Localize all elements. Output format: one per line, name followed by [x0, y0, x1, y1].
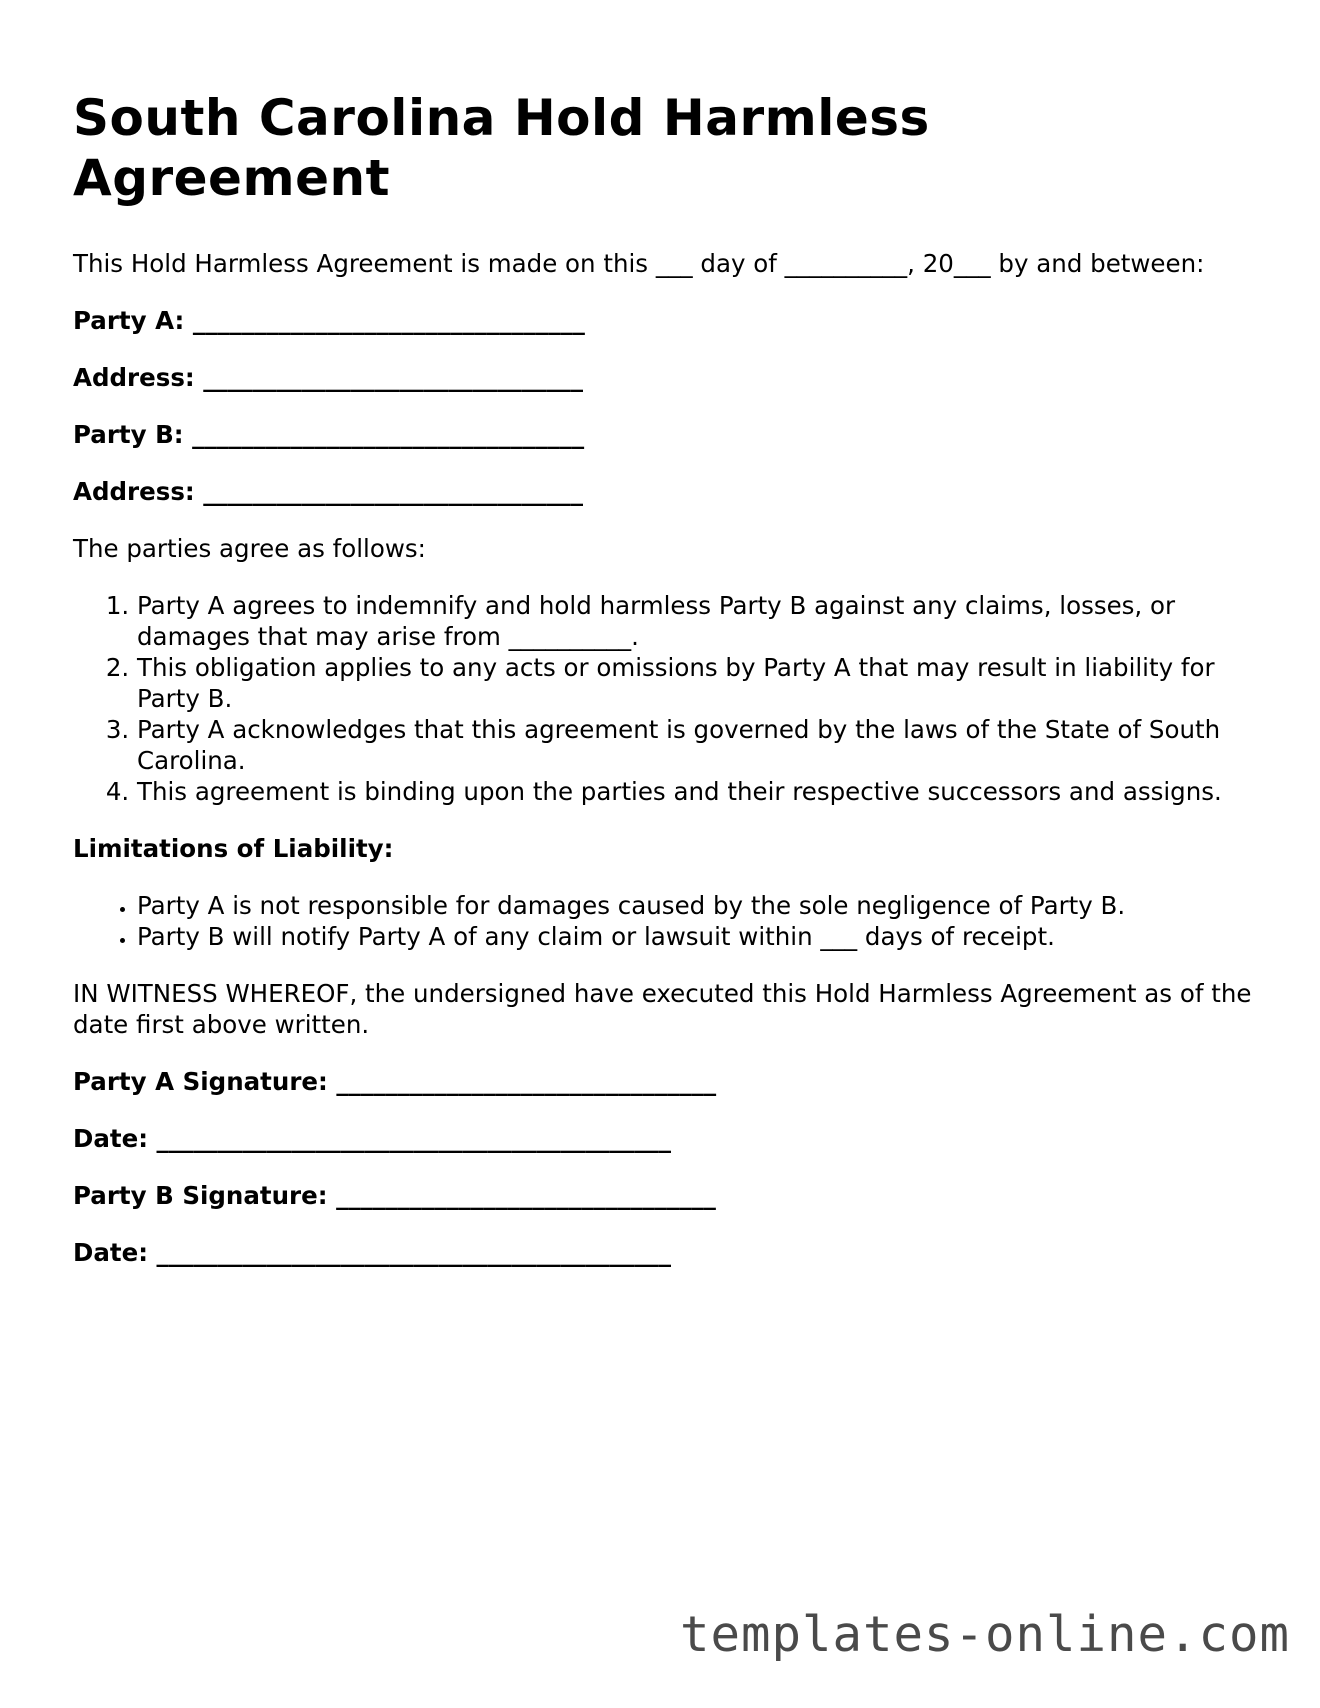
- party-b-date-field: [73, 1237, 1253, 1268]
- intro-paragraph: This Hold Harmless Agreement is made on this ___ day of __________, 20___ by and between:: [73, 249, 1205, 278]
- party-a-date-blank: __________________________________________: [156, 1124, 672, 1153]
- party-a-blank: ________________________________: [192, 306, 585, 335]
- terms-list: [73, 590, 1253, 807]
- agree-paragraph: The parties agree as follows:: [73, 534, 426, 563]
- term-item: 3. Party A acknowledges that this agreement is governed by the laws of the State of South Carolina.: [137, 714, 1253, 776]
- party-a-date-label: Date:: [73, 1124, 148, 1153]
- party-a-address-blank: _______________________________: [203, 363, 583, 392]
- document-page: [73, 88, 1253, 1294]
- document-title: South Carolina Hold Harmless Agreement: [73, 89, 930, 207]
- party-b-address-label: Address:: [73, 477, 195, 506]
- party-a-label: Party A:: [73, 306, 185, 335]
- term-item: 4. This agreement is binding upon the parties and their respective successors and assigns.: [137, 776, 1253, 807]
- party-b-address-field: [73, 476, 1253, 507]
- witness-paragraph: IN WITNESS WHEREOF, the undersigned have executed this Hold Harmless Agreement as of the date first above written.: [73, 979, 1252, 1039]
- party-a-date-field: [73, 1123, 1253, 1154]
- party-b-date-label: Date:: [73, 1238, 148, 1267]
- party-b-signature-field: [73, 1180, 1253, 1211]
- party-a-signature-field: [73, 1066, 1253, 1097]
- party-b-date-blank: __________________________________________: [156, 1238, 672, 1267]
- party-b-field: [73, 419, 1253, 450]
- party-b-signature-blank: _______________________________: [336, 1181, 716, 1210]
- limitation-item: • Party A is not responsible for damages caused by the sole negligence of Party B.: [137, 890, 1253, 921]
- party-a-signature-label: Party A Signature:: [73, 1067, 328, 1096]
- party-a-field: [73, 305, 1253, 336]
- party-b-blank: ________________________________: [192, 420, 585, 449]
- party-a-address-label: Address:: [73, 363, 195, 392]
- party-b-address-blank: _______________________________: [203, 477, 583, 506]
- limitation-item: • Party B will notify Party A of any claim or lawsuit within ___ days of receipt.: [137, 921, 1253, 952]
- party-b-signature-label: Party B Signature:: [73, 1181, 328, 1210]
- party-a-address-field: [73, 362, 1253, 393]
- party-b-label: Party B:: [73, 420, 184, 449]
- party-a-signature-blank: _______________________________: [336, 1067, 717, 1096]
- limitations-heading: Limitations of Liability:: [73, 834, 394, 863]
- term-item: 1. Party A agrees to indemnify and hold harmless Party B against any claims, losses, or damages that may arise from __________.: [137, 590, 1253, 652]
- watermark: templates-online.com: [679, 1606, 1290, 1663]
- limitations-list: [73, 890, 1253, 952]
- term-item: 2. This obligation applies to any acts or omissions by Party A that may result in liability for Party B.: [137, 652, 1253, 714]
